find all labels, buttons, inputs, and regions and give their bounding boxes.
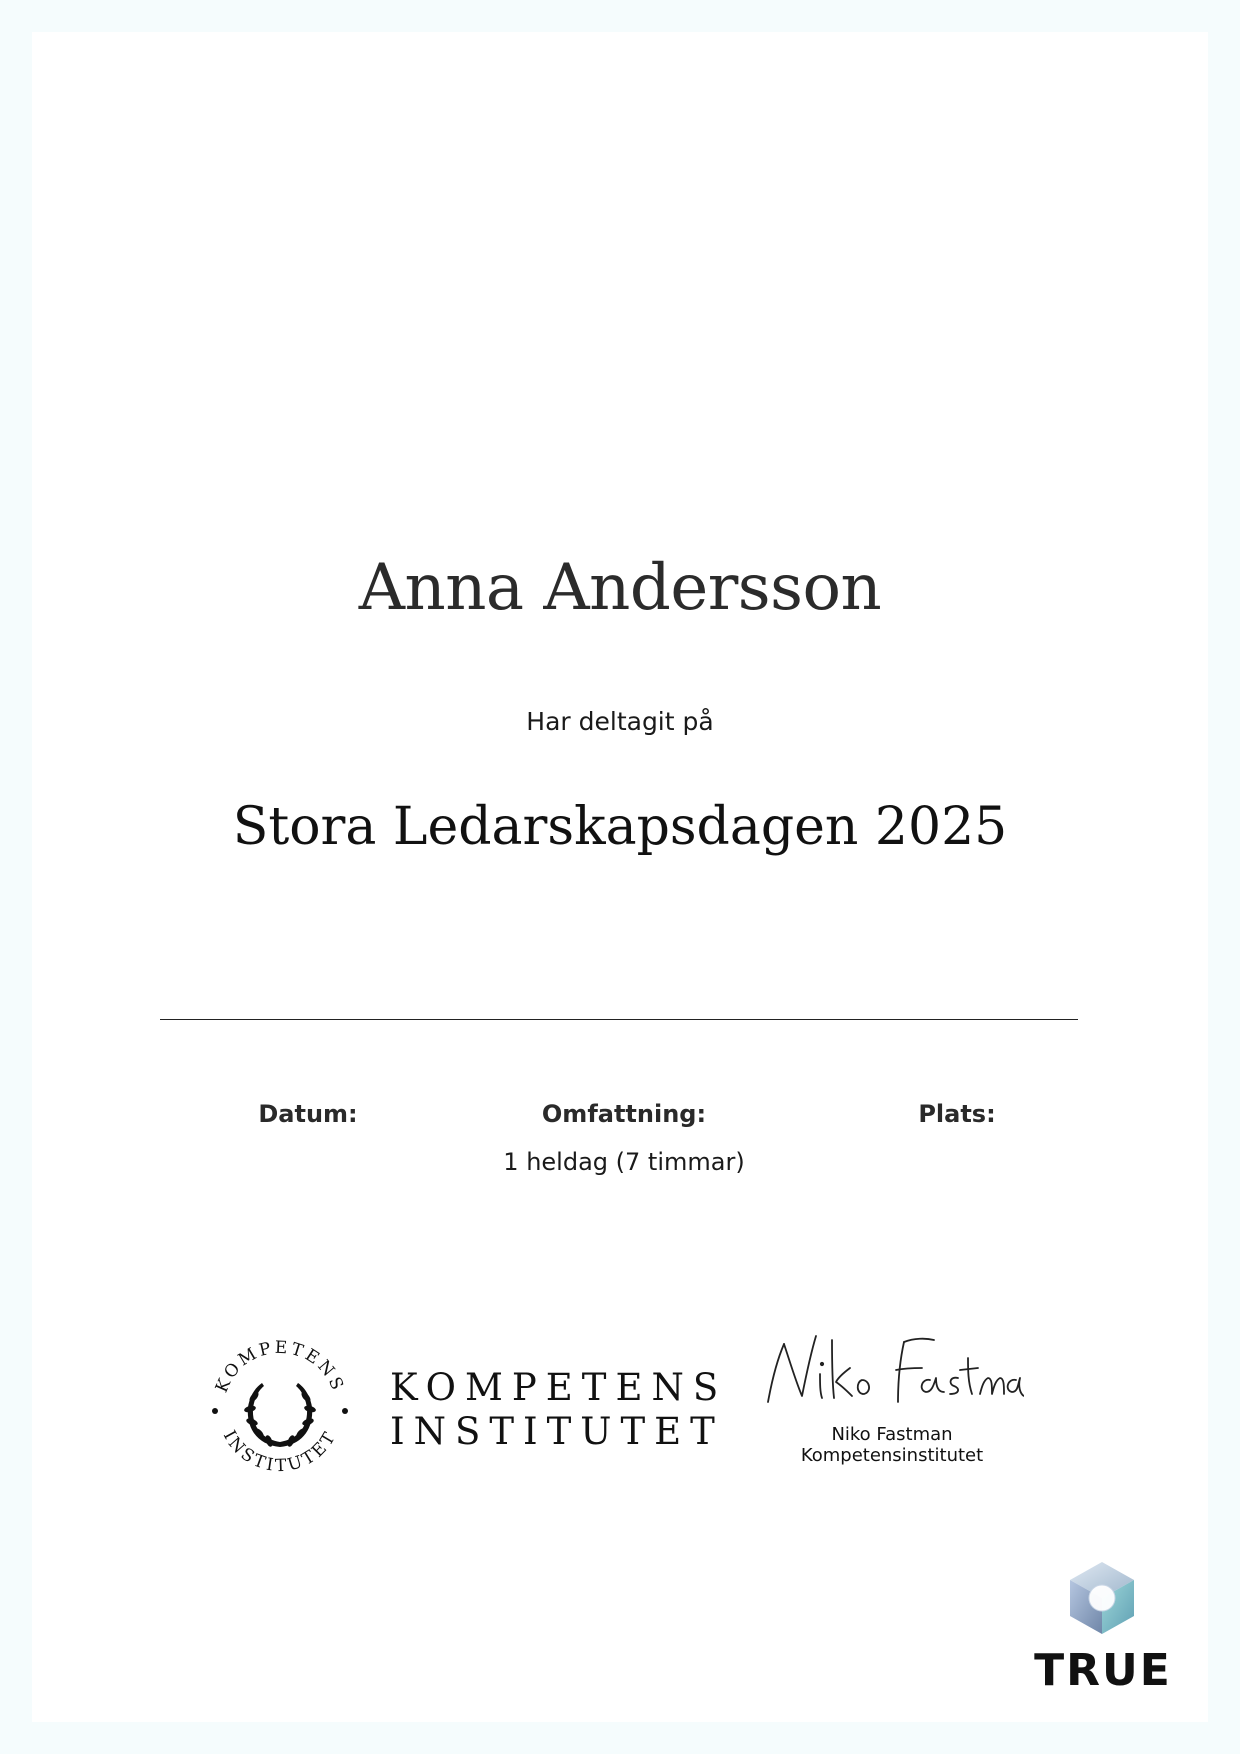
institute-wordmark	[390, 1366, 727, 1454]
signatory-block	[770, 1424, 1014, 1466]
scope-label: Omfattning:	[541, 1100, 707, 1128]
laurel-wreath-icon	[243, 1383, 316, 1448]
divider-line	[160, 1019, 1078, 1020]
seal-bottom-text: INSTITUTET	[218, 1426, 342, 1477]
date-block	[208, 1097, 408, 1145]
signatory-name: Niko Fastman	[831, 1424, 953, 1445]
place-block	[857, 1097, 1057, 1145]
handwritten-signature	[762, 1330, 1024, 1410]
svg-text:INSTITUTET	[219, 1427, 341, 1476]
true-brand-wordmark: TRUE	[1034, 1645, 1172, 1696]
participation-text: Har deltagit på	[526, 707, 714, 736]
recipient-name: Anna Andersson	[358, 551, 882, 625]
institute-wordmark-line2: INSTITUTET	[390, 1410, 724, 1453]
course-title: Stora Ledarskapsdagen 2025	[232, 797, 1008, 857]
signatory-organization: Kompetensinstitutet	[800, 1445, 984, 1466]
seal-top-text: KOMPETENS	[211, 1337, 349, 1396]
scope-block	[474, 1097, 774, 1179]
svg-text:KOMPETENS	[212, 1338, 348, 1396]
scope-value: 1 heldag (7 timmar)	[503, 1148, 745, 1176]
date-label: Datum:	[258, 1100, 358, 1128]
institute-seal-logo	[206, 1335, 354, 1483]
true-brand-logo	[1064, 1560, 1140, 1636]
place-label: Plats:	[918, 1100, 996, 1128]
institute-wordmark-line1: KOMPETENS	[390, 1366, 728, 1409]
